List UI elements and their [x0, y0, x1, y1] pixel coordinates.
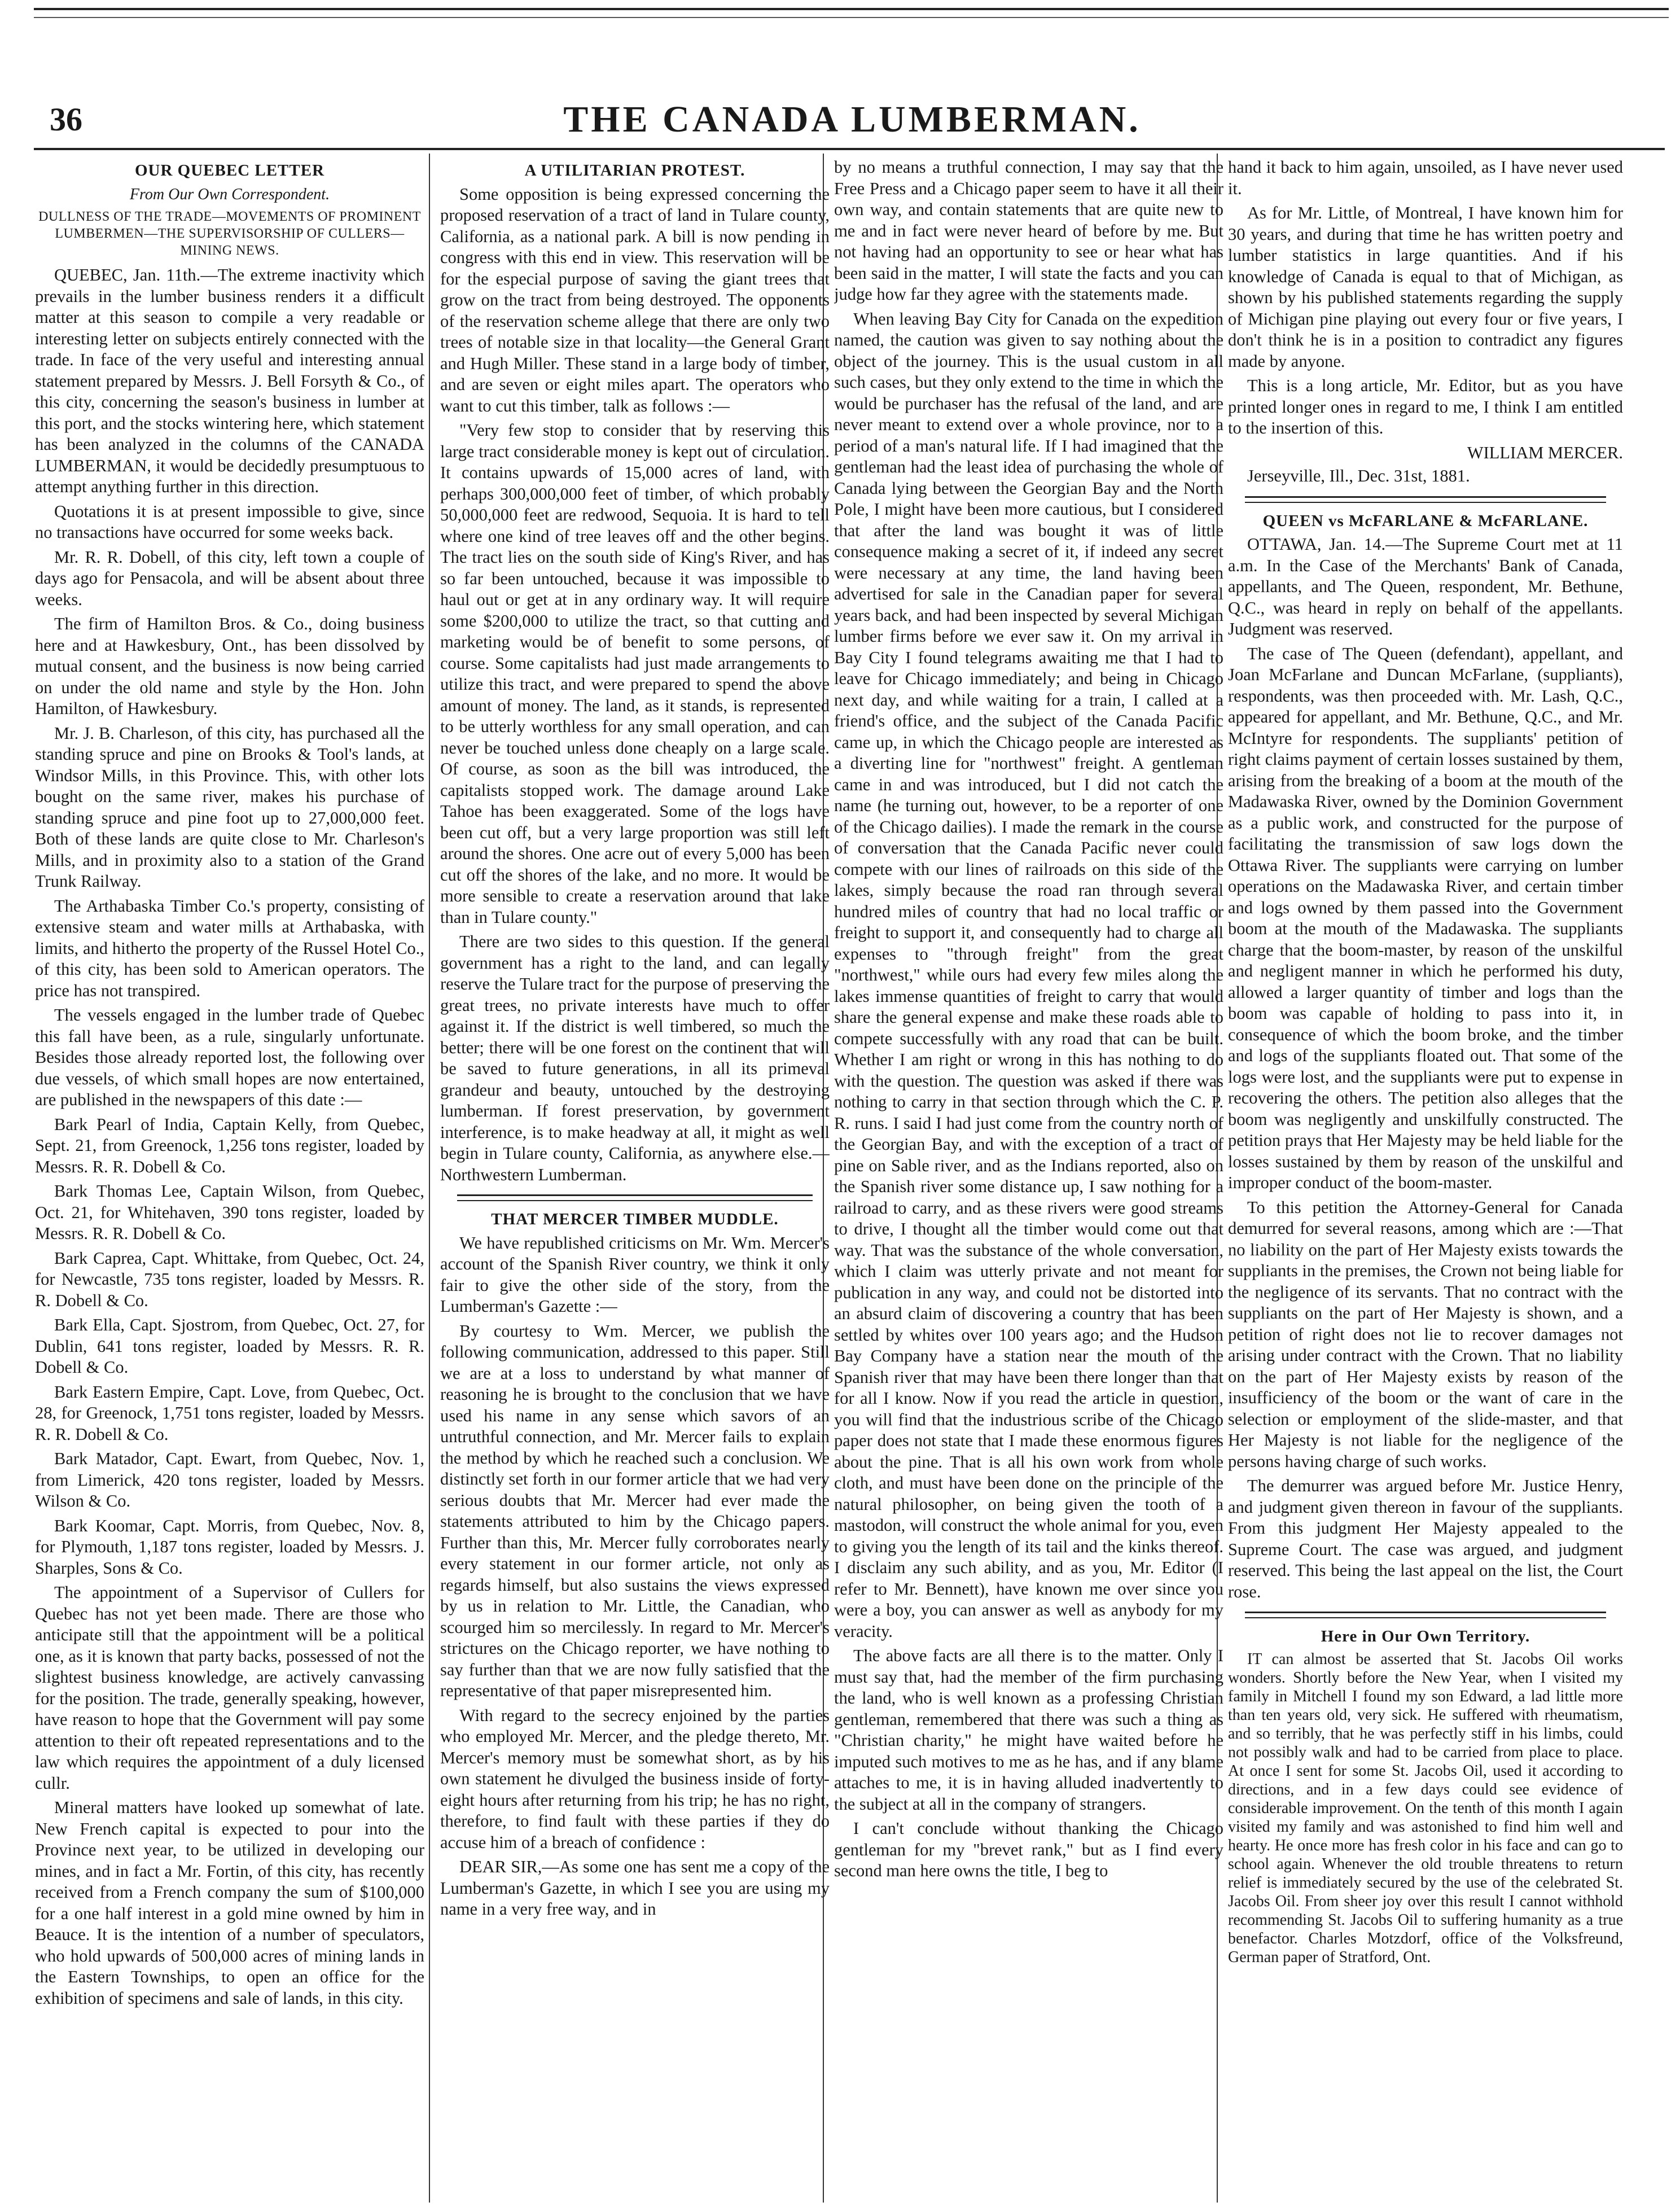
paragraph: OTTAWA, Jan. 14.—The Supreme Court met at 11 a.m. In the Case of the Merchants' Bank of Canada, appellants, and The Queen, respondent, Mr. Bethune, Q.C., was heard in reply on behalf of the appellants. Judgment was reserved.	[1228, 535, 1623, 638]
ship-entry: Bark Thomas Lee, Captain Wilson, from Quebec, Oct. 21, for Whitehaven, 390 tons register, loaded by Messrs. R. R. Dobell & Co.	[35, 1181, 424, 1243]
paragraph: The case of The Queen (defendant), appellant, and Joan McFarlane and Duncan McFarlane, (suppliants), respondents, was then proceeded with. Mr. Lash, Q.C., appeared for appellant, and Mr. Bethune, Q.C., and Mr. McIntyre for respondents. The suppliants' petition of right claims payment of certain losses sustained by them, arising from the breaking of a boom at the mouth of the Madawaska River, owned by the Dominion Government as a public work, and constructed for the purpose of facilitating the transmission of saw logs down the Ottawa River. The suppliants were carrying on lumber operations on the Madawaska River, and certain timber and logs owned by them passed into the Government boom at the mouth of the Madawaska. The suppliants charge that the boom-master, by reason of the unskilful and negligent manner in which he performed his duty, allowed a larger quantity of timber and logs than the boom was capable of holding to pass into it, in consequence of which the boom broke, and the timber and logs of the suppliants floated out. That some of the logs were lost, and the suppliants were put to expense in recovering the others. The petition also alleges that the boom was negligently and unskilfully constructed. The petition prays that Her Majesty may be held liable for the losses sustained by them by reason of the unskilful and improper conduct of the boom-master.	[1228, 643, 1623, 1192]
paragraph: Mineral matters have looked up somewhat of late. New French capital is expected to pour into the Province next year, to be utilized in developing our mines, and in fact a Mr. Fortin, of this city, has recently received from a French company the sum of $100,000 for a one half interest in a gold mine owned by him in Beauce. It is the intention of a number of speculators, who hold upwards of 500,000 acres of mining lands in the Eastern Townships, to open an office for the exhibition of specimens and sale of lands, in this city.	[35, 1798, 424, 2008]
paragraph: The firm of Hamilton Bros. & Co., doing business here and at Hawkesbury, Ont., has been dissolved by mutual consent, and the business is now being carried on under the old name and style by the Hon. John Hamilton, of Hawkesbury.	[35, 614, 424, 718]
article-heading: A UTILITARIAN PROTEST.	[524, 161, 745, 179]
top-border-rule	[34, 8, 1669, 10]
paragraph: by no means a truthful connection, I may say that the Free Press and a Chicago paper seem to have it all their own way, and contain statements that are quite new to me and in fact were never heard of before by me. But not having had an opportunity to see or hear what has been said in the matter, I will state the facts and you can judge how far they agree with the statements made.	[834, 157, 1223, 304]
letter-signature: WILLIAM MERCER.	[1467, 443, 1623, 462]
paragraph: The vessels engaged in the lumber trade of Quebec this fall have been, as a rule, singularly unfortunate. Besides those already reported lost, the following over due vessels, of which small hopes are now entertained, are published in the newspapers of this date :—	[35, 1005, 424, 1109]
paragraph: This is a long article, Mr. Editor, but as you have printed longer ones in regard to me, I think I am entitled to the insertion of this.	[1228, 376, 1623, 437]
paragraph: As for Mr. Little, of Montreal, I have known him for 30 years, and during that time he has written poetry and lumber statistics in large quantities. And if his knowledge of Canada is equal to that of Michigan, as shown by his published statements regarding the supply of Michigan pine playing out every four or five years, I don't think he is in a position to contradict any figures made by anyone.	[1228, 203, 1623, 371]
paragraph: To this petition the Attorney-General for Canada demurred for several reasons, among which are :—That no liability on the part of Her Majesty exists towards the suppliants in the premises, the Crown not being liable for the negligence of its servants. That no contract with the suppliants on the part of Her Majesty is shown, and a petition of right does not lie to recover damages not arising under contract with the Crown. That no liability on the part of Her Majesty exists by reason of the insufficiency of the boom or the want of care in the selection or employment of the slide-master, and that Her Majesty is not liable for the negligence of the persons having charge of such works.	[1228, 1197, 1623, 1471]
article-subhead: DULLNESS OF THE TRADE—MOVEMENTS OF PROMINENT LUMBERMEN—THE SUPERVISORSHIP OF CULLERS—MINING NEWS.	[38, 209, 421, 258]
article-separator	[457, 1194, 813, 1201]
column-1	[35, 157, 424, 2195]
paragraph: hand it back to him again, unsoiled, as I have never used it.	[1228, 157, 1623, 198]
letter-dateline: Jerseyville, Ill., Dec. 31st, 1881.	[1247, 466, 1470, 485]
paragraph: Mr. J. B. Charleson, of this city, has purchased all the standing spruce and pine on Brooks & Tool's lands, at Windsor Mills, in this Province. This, with other lots bought on the same river, makes his purchase of standing spruce and pine foot up to 27,000,000 feet. Both of these lands are quite close to Mr. Charleson's Mills, and in proximity also to a station of the Grand Trunk Railway.	[35, 723, 424, 891]
page-number: 36	[50, 101, 82, 138]
newspaper-title: THE CANADA LUMBERMAN.	[563, 99, 1141, 140]
paragraph: The demurrer was argued before Mr. Justice Henry, and judgment given thereon in favour of the suppliants. From this judgment Her Majesty appealed to the Supreme Court. The case was argued, and judgment reserved. This being the last appeal on the list, the Court rose.	[1228, 1476, 1623, 1601]
masthead	[34, 85, 1670, 147]
column-3	[834, 157, 1223, 2195]
quoted-paragraph: "Very few stop to consider that by reserving this large tract considerable money is kept out of circulation. It contains upwards of 15,000 acres of land, with perhaps 300,000,000 feet of timber, of which probably 50,000,000 feet are redwood, Sequoia. It is hard to tell where one kind of tree leaves off and the other begins. The tract lies on the south side of King's River, and has so far been untouched, because it was impossible to haul out or get at in any ordinary way. It will require some $200,000 to utilize the tract, so that cutting and marketing would be of benefit to some persons, of course. Some capitalists had just made arrangements to utilize this tract, and were prepared to spend the above amount of money. The land, as it stands, is represented to be utterly worthless for any small operation, and can never be touched unless done cheaply on a large scale. Of course, as soon as the bill was introduced, the capitalists stopped work. The damage around Lake Tahoe has been exaggerated. Some of the logs have been cut off, but a very large proportion was still left around the shores. One acre out of every 5,000 has been cut off the shores of the lake, and no more. It would be more sensible to create a reservation around that lake than in Tulare county."	[440, 421, 830, 927]
article-separator	[1245, 1612, 1606, 1618]
column-4	[1228, 157, 1623, 2195]
paragraph: When leaving Bay City for Canada on the expedition named, the caution was given to say nothing about the object of the journey. This is the usual custom in all such cases, but they only extend to the time in which the would be purchaser has the refusal of the land, and are never meant to extend over a whole province, nor to a period of a man's natural life. If I had imagined that the gentleman had the least idea of purchasing the whole of Canada lying between the Georgian Bay and the North Pole, I might have been more cautious, but I considered that after the land was bought it was of little consequence making a secret of it, if indeed any secret were necessary at any time, the land having been advertised for sale in the Canadian paper for several years back, and had been inspected by several Michigan lumber firms before we ever saw it. On my arrival in Bay City I found telegrams awaiting me that I had to leave for Chicago immediately; and being in Chicago next day, and while waiting for a train, I called at a friend's office, and the subject of the Canada Pacific came up, in which the Chicago people are interested as a diverting line for "northwest" freight. A gentleman came in and was introduced, but I did not catch the name (he turning out, however, to be a reporter of one of the Chicago dailies). I made the remark in the course of conversation that the Canada Pacific never could compete with our lines of railroads on this side of the lakes, simply because the road ran through several hundred miles of country that had no local traffic or freight to support it, and consequently had to charge all expenses to "through freight" from the great "northwest," while ours had every few miles along the lakes immense quantities of freight to carry that would share the general expense and make these roads able to compete successfully with any road that can be built. Whether I am right or wrong in this has nothing to do with the question. The question was asked if there was nothing to carry in that section through which the C. P. R. runs. I said I had just come from the country north of the Georgian Bay, and with the exception of a tract of pine on Sable river, and as the Indians reported, also on the Spanish river some distance up, I saw nothing for a railroad to carry, and as these rivers were good streams to drive, I thought all the timber would come out that way. That was the substance of the whole conversation, which I claim was utterly private and not meant for publication in any way, and could not be distorted into an absurd claim of discovering a country that has been settled by whites over 100 years ago; and the Hudson Bay Company have a station near the mouth of the Spanish river that may have been there longer than that for all I know. Now if you read the article in question, you will find that the industrious scribe of the Chicago paper does not state that I made these enormous figures about the pine. That is all his own work from whole cloth, and must have been done on the principle of the natural philosopher, on being given the tooth of a mastodon, will construct the whole animal for you, even to giving you the length of its tail and the kinks thereof. I disclaim any such ability, and as you, Mr. Editor (I refer to Mr. Bennett), have known me over since you were a boy, you can answer as well as anybody for my veracity.	[834, 309, 1223, 1641]
top-border-rule-thin	[34, 17, 1669, 18]
column-2	[440, 157, 830, 2195]
ship-entry: Bark Koomar, Capt. Morris, from Quebec, Nov. 8, for Plymouth, 1,187 tons register, loaded by Messrs. J. Sharples, Sons & Co.	[35, 1516, 424, 1578]
paragraph: Some opposition is being expressed concerning the proposed reservation of a tract of land in Tulare county, California, as a national park. A bill is now pending in congress with this end in view. This reservation will be for the especial purpose of saving the giant trees that grow on the tract from being destroyed. The opponents of the reservation scheme allege that there are only two trees of notable size in that locality—the General Grant and Hugh Miller. These stand in a large body of timber, and are seven or eight miles apart. The operators who want to cut this timber, talk as follows :—	[440, 184, 830, 415]
paragraph: Quotations it is at present impossible to give, since no transactions have occurred for some weeks back.	[35, 501, 424, 542]
ship-entry: Bark Caprea, Capt. Whittake, from Quebec, Oct. 24, for Newcastle, 735 tons register, loaded by Messrs. R. R. Dobell & Co.	[35, 1248, 424, 1310]
paragraph: By courtesy to Wm. Mercer, we publish the following communication, addressed to this paper. Still we are at a loss to understand by what manner of reasoning he is brought to the conclusion that we have used his name in any sense which savors of an untruthful connection, and Mr. Mercer fails to explain the method by which he reached such a conclusion. We distinctly set forth in our former article that we had very serious doubts that Mr. Mercer had ever made the statements attributed to him by the Chicago papers. Further than this, Mr. Mercer fully corroborates nearly every statement in our former article, not only as regards himself, but also sustains the views expressed by us in relation to Mr. Little, the Canadian, who scourged him so mercilessly. In regard to Mr. Mercer's strictures on the Chicago reporter, we have nothing to say further than that we are now fully satisfied that the representative of that paper misrepresented him.	[440, 1321, 830, 1700]
paragraph: We have republished criticisms on Mr. Wm. Mercer's account of the Spanish River country, we think it only fair to give the other side of the story, from the Lumberman's Gazette :—	[440, 1233, 830, 1316]
ship-entry: Bark Pearl of India, Captain Kelly, from Quebec, Sept. 21, from Greenock, 1,256 tons register, loaded by Messrs. R. R. Dobell & Co.	[35, 1114, 424, 1176]
article-heading: QUEEN vs McFARLANE & McFARLANE.	[1262, 511, 1589, 530]
masthead-rule	[34, 148, 1665, 150]
paragraph: The above facts are all there is to the matter. Only I must say that, had the member of the firm purchasing the land, who is well known as a professing Christian gentleman, remembered that there was such a thing as "Christian charity," he might have waited before he imputed such motives to me as he has, and if any blame attaches to me, it is in having alluded inadvertently to the subject at all in the company of strangers.	[834, 1646, 1223, 1814]
advertisement-heading: Here in Our Own Territory.	[1321, 1627, 1530, 1645]
advertisement-text: IT can almost be asserted that St. Jacobs Oil works wonders. Shortly before the New Year, when I visited my family in Mitchell I found my son Edward, a lad little more than ten years old, very sick. He suffered with rheumatism, and so terribly, that he was perfectly stiff in his limbs, could not possibly walk and had to be carried from place to place. At once I sent for some St. Jacobs Oil, used it according to directions, and in a few days could see evidence of considerable improvement. On the tenth of this month I again visited my family and was astonished to find him well and hearty. He once more has fresh color in his face and can go to school again. Whenever the old trouble threatens to return relief is immediately secured by the use of the celebrated St. Jacobs Oil. From sheer joy over this result I cannot withhold recommending St. Jacobs Oil to suffering humanity as a true benefactor. Charles Motzdorf, office of the Volksfreund, German paper of Stratford, Ont.	[1228, 1650, 1623, 1966]
article-heading: OUR QUEBEC LETTER	[134, 161, 325, 179]
article-byline: From Our Own Correspondent.	[129, 185, 330, 203]
paragraph: There are two sides to this question. If the general government has a right to the land, and can legally reserve the Tulare tract for the purpose of preserving the great trees, no private interests have much to offer against it. If the district is well timbered, so much the better; there will be one forest on the continent that will be saved to future generations, in all its primeval grandeur and beauty, untouched by the destroying lumberman. If forest preservation, by government interference, is to make headway at all, it might as well begin in Tulare county, California, as anywhere else.—Northwestern Lumberman.	[440, 932, 830, 1184]
paragraph: Mr. R. R. Dobell, of this city, left town a couple of days ago for Pensacola, and will be absent about three weeks.	[35, 547, 424, 609]
ship-entry: Bark Eastern Empire, Capt. Love, from Quebec, Oct. 28, for Greenock, 1,751 tons register, loaded by Messrs. R. R. Dobell & Co.	[35, 1382, 424, 1444]
paragraph: The Arthabaska Timber Co.'s property, consisting of extensive steam and water mills at Arthabaska, with limits, and hitherto the property of the Russel Hotel Co., of this city, has been sold to American operators. The price has not transpired.	[35, 896, 424, 1000]
paragraph: The appointment of a Supervisor of Cullers for Quebec has not yet been made. There are those who anticipate still that the appointment will be a political one, as it is known that party backs, possessed of not the slightest business knowledge, are actively canvassing for the position. The trade, generally speaking, however, have reason to hope that the Government will pay some attention to their oft repeated representations and to the law which requires the appointment of a duly licensed cullr.	[35, 1583, 424, 1793]
paragraph: DEAR SIR,—As some one has sent me a copy of the Lumberman's Gazette, in which I see you are using my name in a very free way, and in	[440, 1857, 830, 1919]
article-heading: THAT MERCER TIMBER MUDDLE.	[491, 1210, 779, 1228]
ship-entry: Bark Matador, Capt. Ewart, from Quebec, Nov. 1, from Limerick, 420 tons register, loaded by Messrs. Wilson & Co.	[35, 1449, 424, 1511]
paragraph: With regard to the secrecy enjoined by the parties who employed Mr. Mercer, and the pledge thereto, Mr. Mercer's memory must be somewhat short, as by his own statement he divulged the business inside of forty-eight hours after returning from his trip; he has no right, therefore, to find fault with these parties if they do accuse him of a breach of confidence :	[440, 1705, 830, 1852]
ship-entry: Bark Ella, Capt. Sjostrom, from Quebec, Oct. 27, for Dublin, 641 tons register, loaded by Messrs. R. R. Dobell & Co.	[35, 1315, 424, 1377]
column-divider	[429, 154, 430, 2203]
article-separator	[1245, 496, 1606, 503]
paragraph: QUEBEC, Jan. 11th.—The extreme inactivity which prevails in the lumber business renders it a difficult matter at this season to compile a very readable or interesting letter on subjects entirely connected with the trade. In face of the very useful and interesting annual statement prepared by Messrs. J. Bell Forsyth & Co., of this city, concerning the season's business in lumber at this port, and the stocks wintering here, which statement has been analyzed in the columns of the CANADA LUMBERMAN, it would be decidedly presumptuous to attempt anything further in this direction.	[35, 265, 424, 496]
paragraph: I can't conclude without thanking the Chicago gentleman for my "brevet rank," but as I find every second man here owns the title, I beg to	[834, 1819, 1223, 1880]
